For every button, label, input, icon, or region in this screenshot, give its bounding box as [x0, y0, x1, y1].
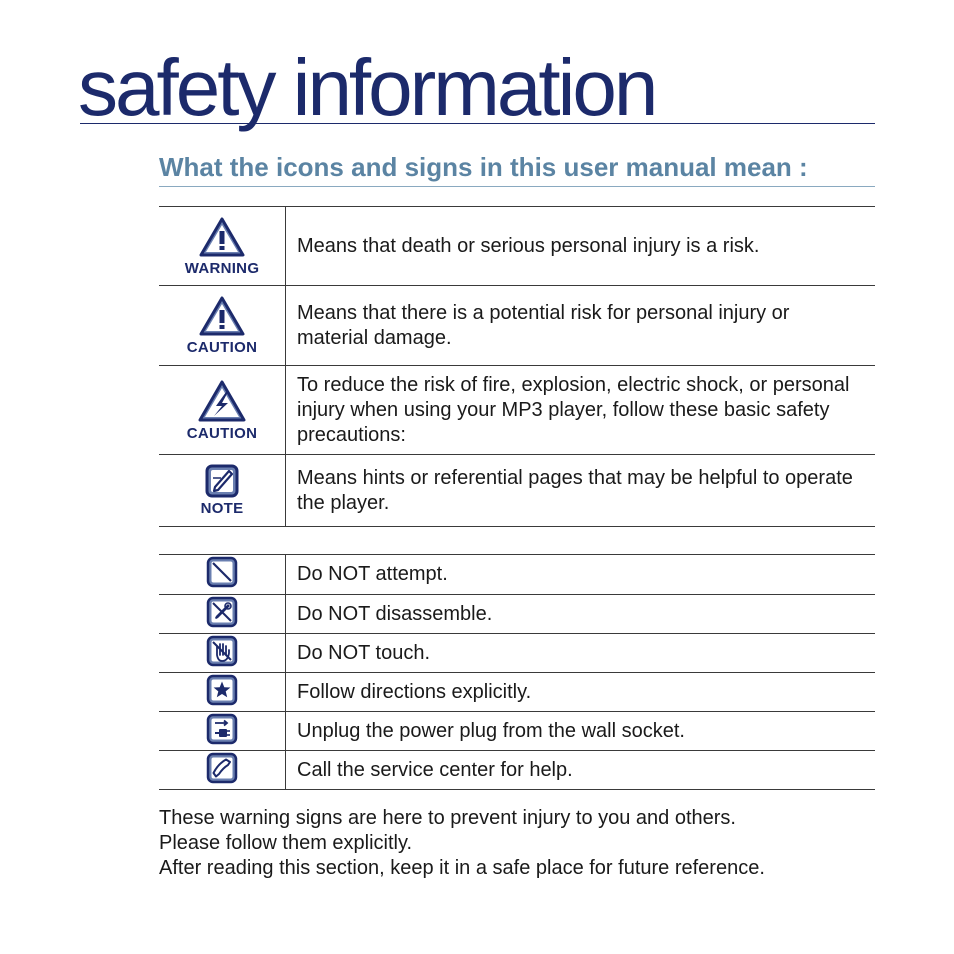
signs-table	[159, 206, 875, 527]
rule-description: Do NOT attempt.	[286, 555, 876, 595]
table-row	[159, 286, 875, 366]
rule-description: Follow directions explicitly.	[286, 673, 876, 712]
rules-table	[159, 554, 875, 790]
sign-label-caution: CAUTION	[186, 424, 258, 442]
heading-divider	[159, 186, 875, 187]
table-row	[159, 455, 875, 527]
rule-description: Do NOT disassemble.	[286, 595, 876, 634]
sign-description: Means that there is a potential risk for personal injury or material damage.	[286, 286, 876, 366]
call-service-icon	[206, 752, 238, 784]
table-row	[159, 751, 875, 790]
closing-notes	[159, 806, 875, 881]
table-row	[159, 673, 875, 712]
sign-label-warning: WARNING	[184, 259, 260, 277]
title-divider	[80, 123, 875, 124]
closing-note-line: These warning signs are here to prevent injury to you and others.	[159, 807, 736, 829]
closing-note-line: Please follow them explicitly.	[159, 832, 413, 854]
rule-description: Do NOT touch.	[286, 634, 876, 673]
warning-triangle-icon	[198, 216, 246, 258]
do-not-disassemble-icon	[206, 596, 238, 628]
table-row	[159, 366, 875, 455]
table-row	[159, 595, 875, 634]
do-not-touch-icon	[206, 635, 238, 667]
table-row	[159, 712, 875, 751]
page-title: safety information	[78, 43, 656, 132]
closing-note-line: After reading this section, keep it in a safe place for future reference.	[159, 857, 765, 879]
section-heading: What the icons and signs in this user manual mean :	[159, 152, 808, 182]
sign-label-note: NOTE	[200, 500, 244, 517]
sign-label-caution: CAUTION	[186, 339, 258, 356]
follow-directions-icon	[206, 674, 238, 706]
sign-description: Means hints or referential pages that may be helpful to operate the player.	[286, 455, 876, 527]
note-pencil-icon	[205, 464, 239, 498]
table-row	[159, 207, 875, 286]
do-not-attempt-icon	[206, 556, 238, 588]
rule-description: Unplug the power plug from the wall socket.	[286, 712, 876, 751]
electric-shock-icon	[197, 379, 247, 423]
unplug-icon	[206, 713, 238, 745]
sign-description: To reduce the risk of fire, explosion, electric shock, or personal injury when using your MP3 player, follow these basic safety precautions:	[286, 366, 876, 455]
rule-description: Call the service center for help.	[286, 751, 876, 790]
caution-triangle-icon	[198, 295, 246, 337]
sign-description: Means that death or serious personal injury is a risk.	[286, 207, 876, 286]
table-row	[159, 634, 875, 673]
table-row	[159, 555, 875, 595]
